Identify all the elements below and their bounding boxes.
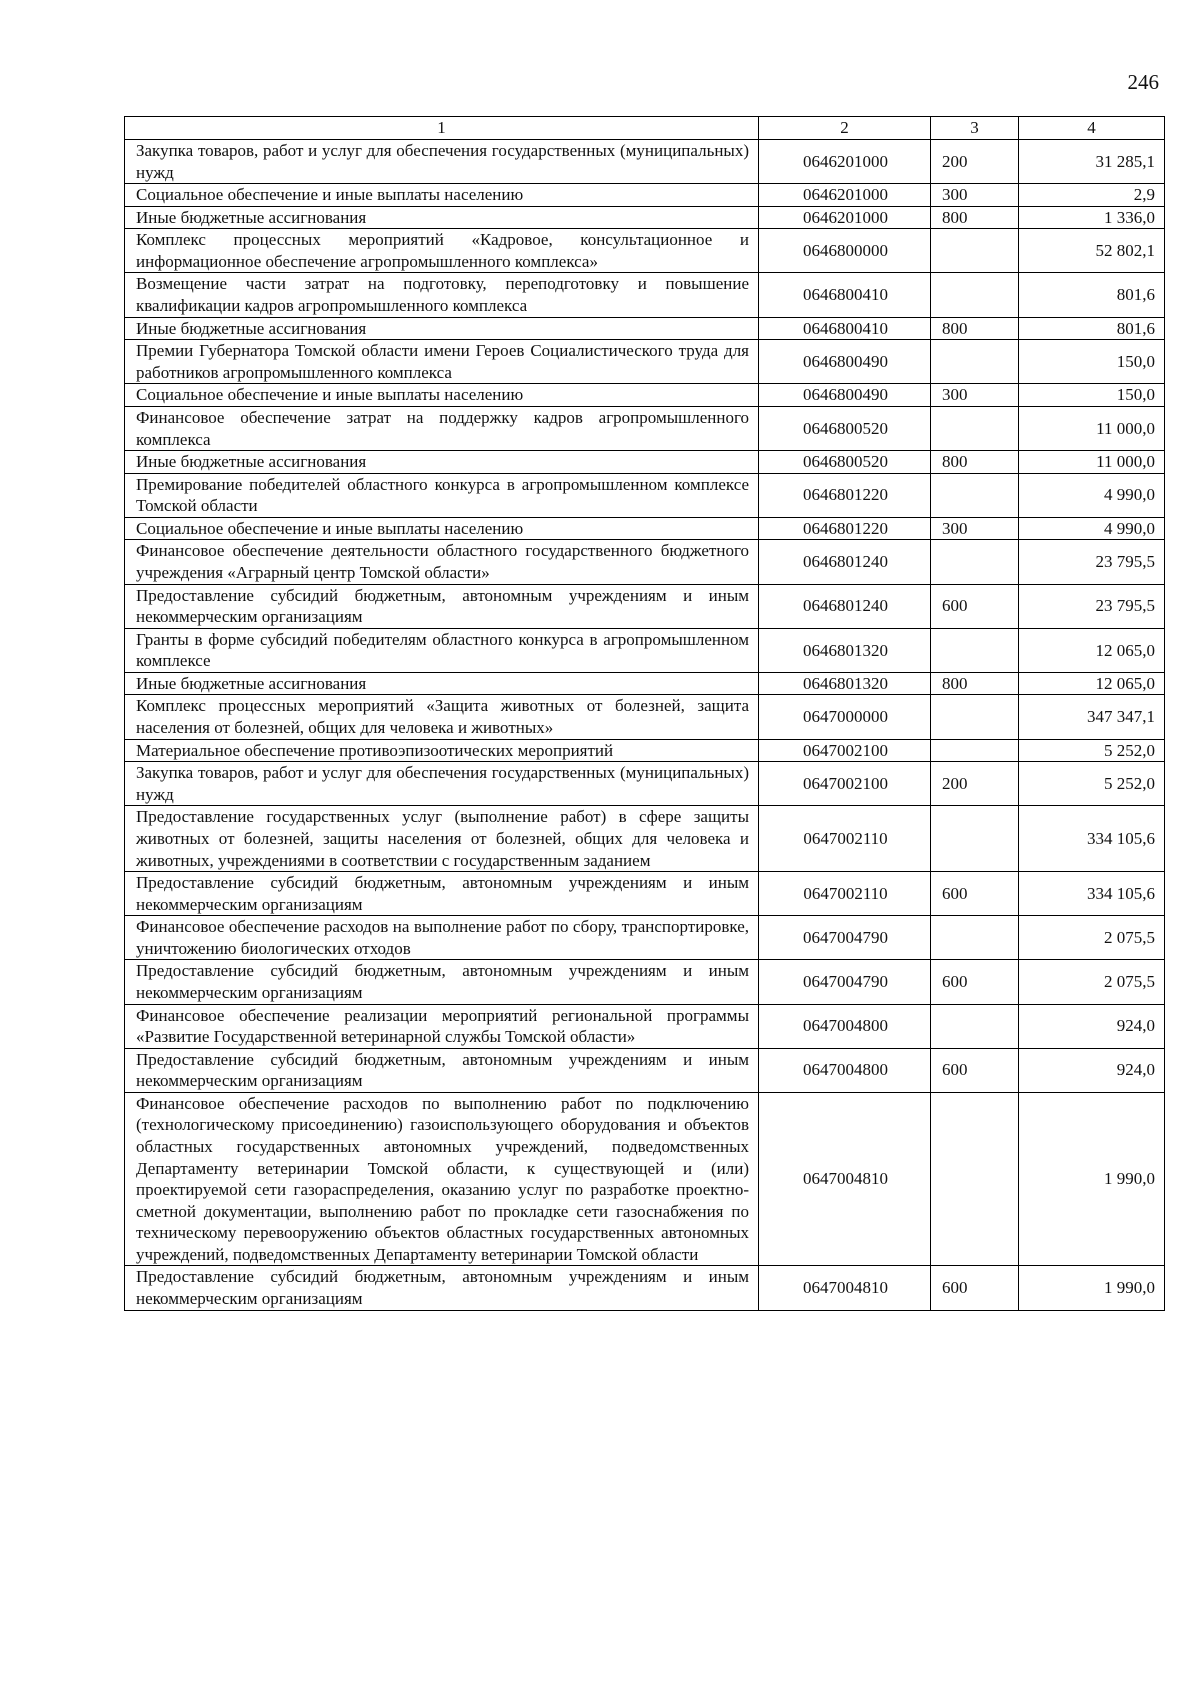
row-name-cell: Закупка товаров, работ и услуг для обеспечения государственных (муниципальных) нужд: [125, 762, 759, 806]
row-type-cell: [931, 628, 1019, 672]
row-name-cell: Иные бюджетные ассигнования: [125, 317, 759, 340]
row-type-cell: 300: [931, 184, 1019, 207]
row-code-cell: 0647002110: [759, 872, 931, 916]
row-name-cell: Предоставление субсидий бюджетным, автономным учреждениям и иным некоммерческим организациям: [125, 584, 759, 628]
row-code-cell: 0646201000: [759, 184, 931, 207]
table-row: [125, 384, 1165, 407]
budget-table-body: [125, 117, 1165, 1311]
row-sum-cell: 23 795,5: [1019, 584, 1165, 628]
table-row: [125, 1092, 1165, 1266]
table-row: [125, 806, 1165, 872]
row-code-cell: 0647002100: [759, 739, 931, 762]
row-code-cell: 0646800520: [759, 451, 931, 474]
row-sum-cell: 5 252,0: [1019, 739, 1165, 762]
row-code-cell: 0647004810: [759, 1092, 931, 1266]
row-sum-cell: 2 075,5: [1019, 960, 1165, 1004]
table-row: [125, 517, 1165, 540]
table-row: [125, 406, 1165, 450]
row-sum-cell: 334 105,6: [1019, 806, 1165, 872]
row-sum-cell: 4 990,0: [1019, 517, 1165, 540]
row-type-cell: [931, 1004, 1019, 1048]
row-code-cell: 0646800490: [759, 340, 931, 384]
table-row: [125, 140, 1165, 184]
row-sum-cell: 23 795,5: [1019, 540, 1165, 584]
row-type-cell: [931, 229, 1019, 273]
row-code-cell: 0647004800: [759, 1048, 931, 1092]
row-type-cell: 600: [931, 960, 1019, 1004]
table-header-row: [125, 117, 1165, 140]
row-sum-cell: 12 065,0: [1019, 628, 1165, 672]
table-row: [125, 960, 1165, 1004]
row-code-cell: 0646800520: [759, 406, 931, 450]
row-code-cell: 0647004810: [759, 1266, 931, 1310]
row-name-cell: Премирование победителей областного конкурса в агропромышленном комплексе Томской области: [125, 473, 759, 517]
row-code-cell: 0647000000: [759, 695, 931, 739]
row-name-cell: Возмещение части затрат на подготовку, переподготовку и повышение квалификации кадров агропромышленного комплекса: [125, 273, 759, 317]
row-code-cell: 0647002100: [759, 762, 931, 806]
row-sum-cell: 2,9: [1019, 184, 1165, 207]
row-type-cell: [931, 273, 1019, 317]
row-name-cell: Иные бюджетные ассигнования: [125, 672, 759, 695]
row-type-cell: 600: [931, 1048, 1019, 1092]
row-code-cell: 0646801240: [759, 584, 931, 628]
row-type-cell: [931, 695, 1019, 739]
row-name-cell: Социальное обеспечение и иные выплаты населению: [125, 184, 759, 207]
column-header-2: 2: [759, 117, 931, 140]
row-type-cell: 600: [931, 1266, 1019, 1310]
row-code-cell: 0646800000: [759, 229, 931, 273]
row-type-cell: [931, 473, 1019, 517]
row-code-cell: 0646801240: [759, 540, 931, 584]
row-code-cell: 0647004800: [759, 1004, 931, 1048]
row-code-cell: 0646801220: [759, 517, 931, 540]
row-sum-cell: 5 252,0: [1019, 762, 1165, 806]
row-type-cell: 200: [931, 140, 1019, 184]
row-sum-cell: 52 802,1: [1019, 229, 1165, 273]
row-name-cell: Гранты в форме субсидий победителям областного конкурса в агропромышленном комплексе: [125, 628, 759, 672]
row-sum-cell: 4 990,0: [1019, 473, 1165, 517]
row-name-cell: Комплекс процессных мероприятий «Защита животных от болезней, защита населения от болезней, общих для человека и животных»: [125, 695, 759, 739]
row-sum-cell: 1 990,0: [1019, 1266, 1165, 1310]
row-type-cell: [931, 340, 1019, 384]
row-code-cell: 0646801320: [759, 628, 931, 672]
table-row: [125, 317, 1165, 340]
row-name-cell: Предоставление государственных услуг (выполнение работ) в сфере защиты животных от болезней, защиты населения от болезней, общих для человека и животных, учреждениями в соответствии с государственным заданием: [125, 806, 759, 872]
row-sum-cell: 12 065,0: [1019, 672, 1165, 695]
row-code-cell: 0647002110: [759, 806, 931, 872]
row-name-cell: Финансовое обеспечение реализации мероприятий региональной программы «Развитие Государственной ветеринарной службы Томской области»: [125, 1004, 759, 1048]
table-row: [125, 1004, 1165, 1048]
row-type-cell: 600: [931, 584, 1019, 628]
column-header-1: 1: [125, 117, 759, 140]
row-name-cell: Комплекс процессных мероприятий «Кадровое, консультационное и информационное обеспечение агропромышленного комплекса»: [125, 229, 759, 273]
table-row: [125, 184, 1165, 207]
table-row: [125, 1266, 1165, 1310]
row-type-cell: 800: [931, 206, 1019, 229]
table-row: [125, 672, 1165, 695]
row-name-cell: Предоставление субсидий бюджетным, автономным учреждениям и иным некоммерческим организациям: [125, 872, 759, 916]
row-name-cell: Иные бюджетные ассигнования: [125, 451, 759, 474]
row-type-cell: 300: [931, 517, 1019, 540]
table-row: [125, 872, 1165, 916]
row-type-cell: [931, 806, 1019, 872]
row-name-cell: Закупка товаров, работ и услуг для обеспечения государственных (муниципальных) нужд: [125, 140, 759, 184]
budget-table: [124, 116, 1165, 1311]
row-sum-cell: 334 105,6: [1019, 872, 1165, 916]
row-type-cell: [931, 406, 1019, 450]
row-sum-cell: 1 336,0: [1019, 206, 1165, 229]
table-row: [125, 451, 1165, 474]
row-name-cell: Премии Губернатора Томской области имени Героев Социалистического труда для работников агропромышленного комплекса: [125, 340, 759, 384]
row-sum-cell: 924,0: [1019, 1004, 1165, 1048]
row-name-cell: Предоставление субсидий бюджетным, автономным учреждениям и иным некоммерческим организациям: [125, 960, 759, 1004]
row-code-cell: 0646201000: [759, 206, 931, 229]
row-name-cell: Материальное обеспечение противоэпизоотических мероприятий: [125, 739, 759, 762]
row-type-cell: [931, 1092, 1019, 1266]
row-code-cell: 0646801220: [759, 473, 931, 517]
row-code-cell: 0646801320: [759, 672, 931, 695]
table-row: [125, 273, 1165, 317]
row-sum-cell: 801,6: [1019, 273, 1165, 317]
row-code-cell: 0646201000: [759, 140, 931, 184]
row-name-cell: Финансовое обеспечение деятельности областного государственного бюджетного учреждения «Аграрный центр Томской области»: [125, 540, 759, 584]
row-sum-cell: 150,0: [1019, 340, 1165, 384]
column-header-4: 4: [1019, 117, 1165, 140]
row-sum-cell: 924,0: [1019, 1048, 1165, 1092]
row-name-cell: Социальное обеспечение и иные выплаты населению: [125, 517, 759, 540]
table-row: [125, 540, 1165, 584]
row-type-cell: [931, 916, 1019, 960]
table-row: [125, 584, 1165, 628]
row-sum-cell: 347 347,1: [1019, 695, 1165, 739]
row-type-cell: 300: [931, 384, 1019, 407]
row-type-cell: [931, 739, 1019, 762]
row-code-cell: 0647004790: [759, 960, 931, 1004]
table-row: [125, 916, 1165, 960]
table-row: [125, 762, 1165, 806]
row-type-cell: 200: [931, 762, 1019, 806]
row-code-cell: 0646800490: [759, 384, 931, 407]
row-name-cell: Предоставление субсидий бюджетным, автономным учреждениям и иным некоммерческим организациям: [125, 1266, 759, 1310]
row-name-cell: Финансовое обеспечение затрат на поддержку кадров агропромышленного комплекса: [125, 406, 759, 450]
row-sum-cell: 11 000,0: [1019, 406, 1165, 450]
table-row: [125, 206, 1165, 229]
row-name-cell: Финансовое обеспечение расходов по выполнению работ по подключению (технологическому присоединению) газоиспользующего оборудования и объектов областных государственных автономных учреждений, подведомственных Департаменту ветеринарии Томской области, к существующей и (или) проектируемой сети газораспределения, оказанию услуг по разработке проектно-сметной документации, выполнению работ по прокладке сети газоснабжения по техническому перевооружению объектов областных государственных автономных учреждений, подведомственных Департаменту ветеринарии Томской области: [125, 1092, 759, 1266]
row-name-cell: Предоставление субсидий бюджетным, автономным учреждениям и иным некоммерческим организациям: [125, 1048, 759, 1092]
row-type-cell: 800: [931, 672, 1019, 695]
row-sum-cell: 1 990,0: [1019, 1092, 1165, 1266]
row-sum-cell: 2 075,5: [1019, 916, 1165, 960]
column-header-3: 3: [931, 117, 1019, 140]
row-code-cell: 0647004790: [759, 916, 931, 960]
row-name-cell: Финансовое обеспечение расходов на выполнение работ по сбору, транспортировке, уничтожению биологических отходов: [125, 916, 759, 960]
table-row: [125, 695, 1165, 739]
row-code-cell: 0646800410: [759, 273, 931, 317]
row-sum-cell: 11 000,0: [1019, 451, 1165, 474]
table-row: [125, 628, 1165, 672]
row-code-cell: 0646800410: [759, 317, 931, 340]
row-name-cell: Социальное обеспечение и иные выплаты населению: [125, 384, 759, 407]
row-name-cell: Иные бюджетные ассигнования: [125, 206, 759, 229]
row-type-cell: 800: [931, 451, 1019, 474]
row-sum-cell: 801,6: [1019, 317, 1165, 340]
table-row: [125, 340, 1165, 384]
row-sum-cell: 150,0: [1019, 384, 1165, 407]
page-number: 246: [1127, 70, 1159, 94]
table-row: [125, 1048, 1165, 1092]
row-type-cell: 800: [931, 317, 1019, 340]
row-sum-cell: 31 285,1: [1019, 140, 1165, 184]
row-type-cell: 600: [931, 872, 1019, 916]
table-row: [125, 473, 1165, 517]
row-type-cell: [931, 540, 1019, 584]
table-row: [125, 739, 1165, 762]
table-row: [125, 229, 1165, 273]
